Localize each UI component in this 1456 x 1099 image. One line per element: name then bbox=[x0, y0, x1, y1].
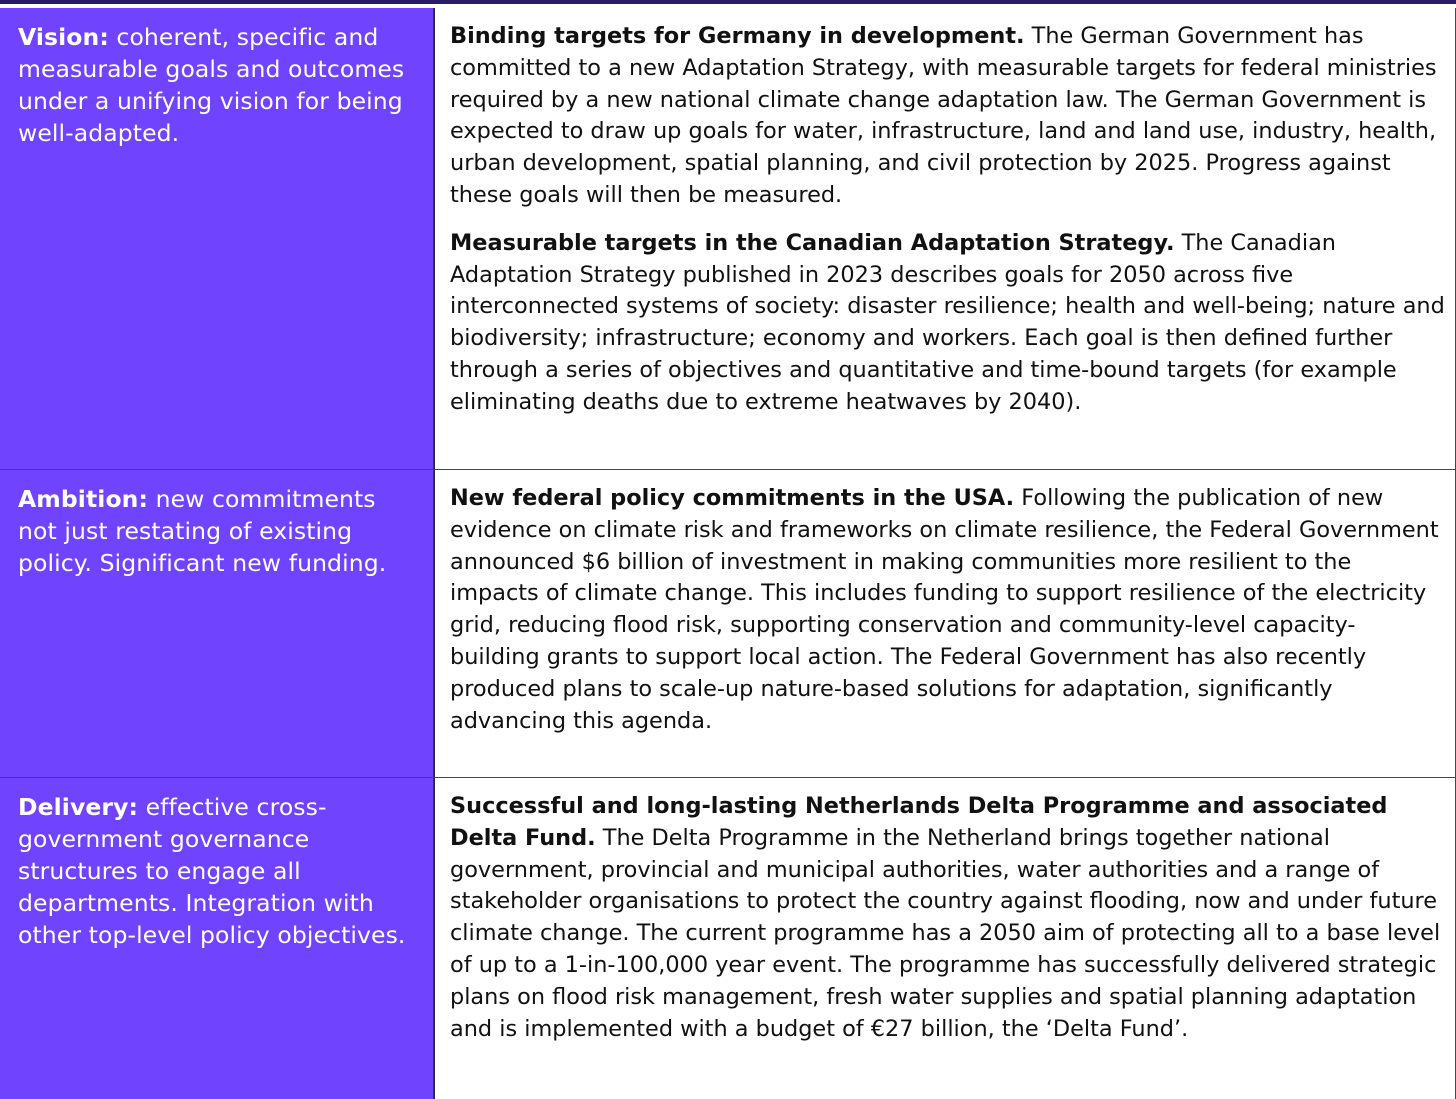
example-heading: Binding targets for Germany in development. bbox=[450, 23, 1025, 49]
example-text: The Delta Programme in the Netherland brings together national government, provincial and municipal authorities, water authorities and a range of stakeholder organisations to protect the country against flooding, now and under future climate change. The current programme has a 2050 aim of protecting all to a base level of up to a 1-in-100,000 year event. The programme has successfully delivered strategic plans on flood risk management, fresh water supplies and spatial planning adaptation and is implemented with a budget of €27 billion, the ‘Delta Fund’. bbox=[450, 824, 1441, 1042]
criterion-text: coherent, specific and measurable goals and outcomes under a unifying vision for being well-adapted. bbox=[18, 23, 405, 147]
criterion-cell-delivery bbox=[0, 778, 434, 1099]
criterion-text: new commitments not just restating of existing policy. Significant new funding. bbox=[18, 485, 387, 577]
table-row-vision bbox=[0, 8, 1456, 470]
example-paragraph-canada bbox=[450, 228, 1445, 419]
criterion-cell-ambition bbox=[0, 470, 434, 777]
example-paragraph-usa bbox=[450, 483, 1445, 737]
criterion-label: Vision: bbox=[18, 23, 109, 51]
example-text: The German Government has committed to a new Adaptation Strategy, with measurable targets for federal ministries required by a new national climate change adaptation law. The German Government is expected to draw up goals for water, infrastructure, land and land use, industry, health, urban development, spatial planning, and civil protection by 2025. Progress against these goals will then be measured. bbox=[450, 23, 1437, 208]
criterion-cell-vision bbox=[0, 8, 434, 469]
table-row-ambition bbox=[0, 470, 1456, 778]
example-text: Following the publication of new evidence on climate risk and frameworks on climate resilience, the Federal Government announced $6 billion of investment in making communities more resilient to the impacts of climate change. This includes funding to support resilience of the electricity grid, reducing flood risk, supporting conservation and community-level capacity-building grants to support local action. The Federal Government has also recently produced plans to scale-up nature-based solutions for adaptation, significantly advancing this agenda. bbox=[450, 485, 1439, 734]
example-heading: Successful and long-lasting Netherlands Delta Programme and associated Delta Fund. bbox=[450, 793, 1388, 851]
example-text: The Canadian Adaptation Strategy published in 2023 describes goals for 2050 across five interconnected systems of society: disaster resilience; health and well-being; nature and biodiversity; infrastructure; economy and workers. Each goal is then defined further through a series of objectives and quantitative and time-bound targets (for example eliminating deaths due to extreme heatwaves by 2040). bbox=[450, 229, 1445, 415]
criterion-text: effective cross-government governance structures to engage all departments. Integration with other top-level policy objectives. bbox=[18, 793, 406, 949]
table-row-delivery bbox=[0, 778, 1456, 1099]
criterion-label: Delivery: bbox=[18, 793, 139, 821]
example-paragraph-netherlands bbox=[450, 791, 1445, 1045]
example-heading: Measurable targets in the Canadian Adaptation Strategy. bbox=[450, 229, 1175, 256]
example-cell-ambition bbox=[434, 470, 1456, 777]
example-cell-vision bbox=[434, 8, 1456, 469]
example-cell-delivery bbox=[434, 778, 1456, 1099]
example-heading: New federal policy commitments in the USA. bbox=[450, 485, 1015, 511]
criterion-label: Ambition: bbox=[18, 485, 149, 513]
example-paragraph-germany bbox=[450, 21, 1445, 212]
